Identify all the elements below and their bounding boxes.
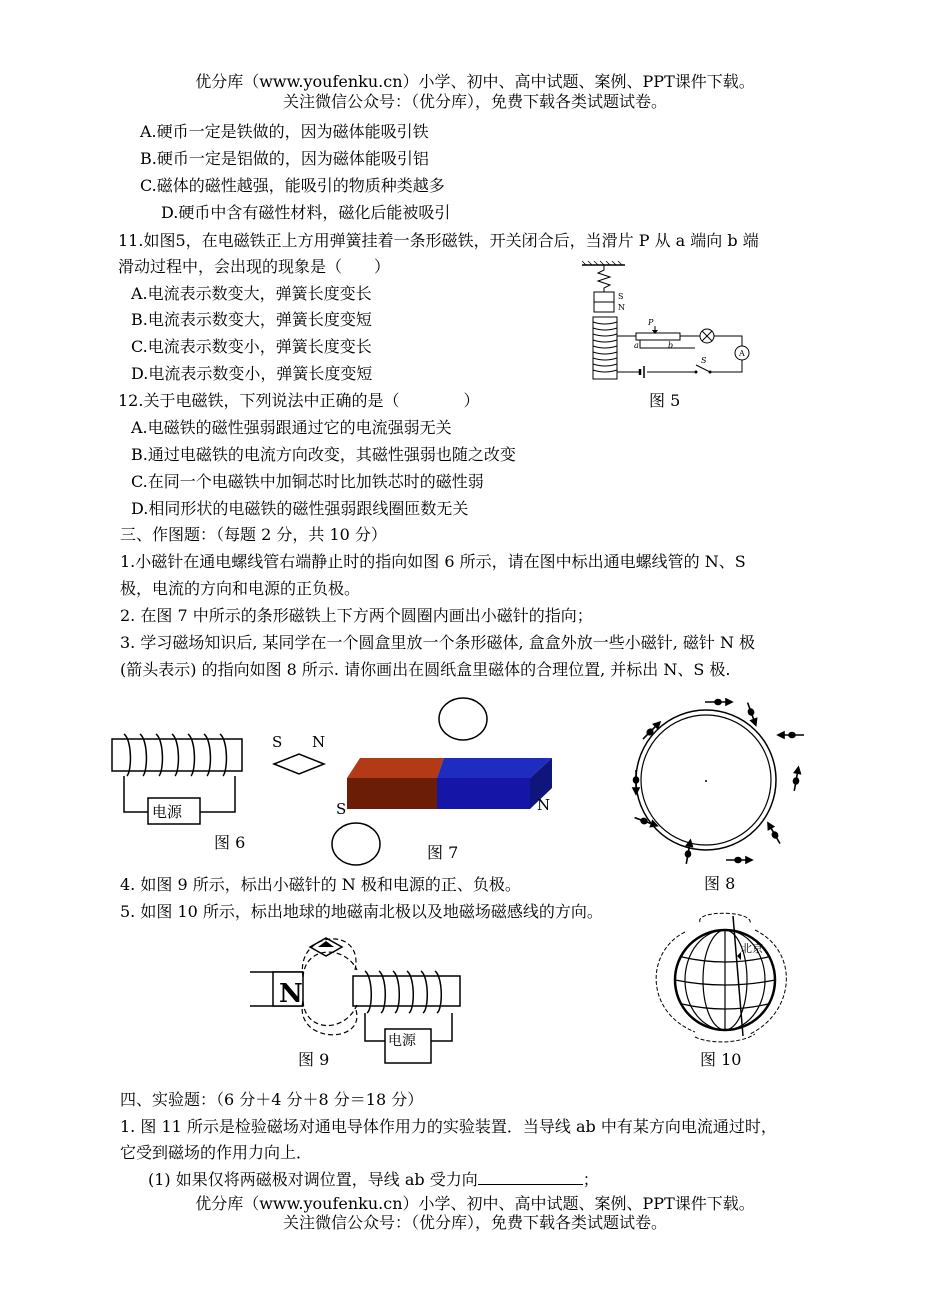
footer-line-1: 优分库（www.youfenku.cn）小学、初中、高中试题、案例、PPT课件下载。	[195, 1194, 755, 1213]
footer-line-2: 关注微信公众号：（优分库），免费下载各类试题试卷。	[282, 1213, 667, 1232]
fig5-p-label: P	[648, 318, 654, 327]
s3-q1-line-1: 1.小磁针在通电螺线管右端静止时的指向如图 6 所示，请在图中标出通电螺线管的 N、S	[120, 552, 746, 571]
q10-option-a: A.硬币一定是铁做的，因为磁体能吸引铁	[140, 122, 429, 141]
q11-option-b: B.电流表示数变大，弹簧长度变短	[131, 310, 372, 329]
fig5-n-label: N	[618, 303, 625, 312]
figure-10-caption: 图 10	[700, 1050, 742, 1069]
fig6-compass-needle	[270, 732, 330, 777]
figure-6	[110, 730, 270, 840]
fig6-needle-s: S	[272, 733, 283, 751]
header-line-1: 优分库（www.youfenku.cn）小学、初中、高中试题、案例、PPT课件下载。	[195, 72, 755, 91]
figure-5-caption: 图 5	[649, 391, 681, 410]
figure-10	[655, 912, 795, 1042]
s4-q1-line-1: 1. 图 11 所示是检验磁场对通电导体作用力的实验装置．当导线 ab 中有某方向电流通过时，	[120, 1117, 777, 1136]
q11-option-c: C.电流表示数变小，弹簧长度变长	[131, 337, 372, 356]
q10-option-b: B.硬币一定是铝做的，因为磁体能吸引铝	[140, 149, 429, 168]
figure-9	[245, 925, 470, 1070]
section-3-title: 三、作图题：（每题 2 分，共 10 分）	[120, 525, 387, 544]
fig5-b-label: b	[668, 341, 674, 350]
s3-q2: 2. 在图 7 中所示的条形磁铁上下方两个圆圈内画出小磁针的指向；	[120, 606, 593, 625]
s3-q3-line-2: (箭头表示) 的指向如图 8 所示. 请你画出在圆纸盒里磁体的合理位置, 并标出 N、S 极.	[120, 660, 731, 679]
fig7-s-label: S	[336, 800, 347, 818]
q12-stem: 12.关于电磁铁，下列说法中正确的是（ ）	[118, 391, 480, 410]
s4-q1-sub1-text: (1) 如果仅将两磁极对调位置，导线 ab 受力向	[148, 1170, 478, 1189]
answer-blank[interactable]	[478, 1170, 583, 1185]
fig5-a-label: a	[634, 341, 639, 350]
figure-9-caption: 图 9	[298, 1050, 330, 1069]
s3-q4: 4. 如图 9 所示，标出小磁针的 N 极和电源的正、负极。	[120, 875, 521, 894]
fig5-switch-label: S	[701, 356, 707, 365]
q11-stem-line-1: 11.如图5，在电磁铁正上方用弹簧挂着一条形磁铁，开关闭合后，当滑片 P 从 a 端向 b 端	[118, 231, 759, 250]
section-4-title: 四、实验题：（6 分＋4 分＋8 分＝18 分）	[120, 1090, 424, 1109]
fig9-power-label: 电源	[388, 1033, 416, 1049]
fig9-magnet-n: N	[279, 979, 303, 1009]
q10-option-d: D.硬币中含有磁性材料，磁化后能被吸引	[161, 203, 451, 222]
figure-7-caption: 图 7	[427, 843, 459, 862]
figure-6-caption: 图 6	[214, 833, 246, 852]
s3-q5: 5. 如图 10 所示，标出地球的地磁南北极以及地磁场磁感线的方向。	[120, 902, 603, 921]
header-line-2: 关注微信公众号：（优分库），免费下载各类试题试卷。	[282, 92, 667, 111]
fig5-s-label: S	[618, 292, 624, 301]
q12-option-c: C.在同一个电磁铁中加铜芯时比加铁芯时的磁性弱	[131, 472, 484, 491]
q12-option-d: D.相同形状的电磁铁的磁性强弱跟线圈匝数无关	[131, 499, 469, 518]
s3-q1-line-2: 极，电流的方向和电源的正负极。	[120, 579, 361, 598]
fig10-city-label: 北京	[741, 942, 763, 955]
q12-option-a: A.电磁铁的磁性强弱跟通过它的电流强弱无关	[131, 418, 452, 437]
figure-8	[620, 690, 820, 870]
fig6-needle-n: N	[312, 733, 326, 751]
q11-option-a: A.电流表示数变大，弹簧长度变长	[131, 284, 372, 303]
s4-q1-line-2: 它受到磁场的作用力向上．	[120, 1143, 313, 1162]
fig5-ammeter-label: A	[739, 349, 745, 358]
figure-8-caption: 图 8	[704, 874, 736, 893]
s4-q1-sub1-end: ；	[582, 1170, 599, 1189]
q11-stem-line-2: 滑动过程中，会出现的现象是（ ）	[118, 257, 391, 276]
s4-q1-sub1	[148, 1170, 599, 1190]
figure-5	[580, 262, 760, 382]
s3-q3-line-1: 3. 学习磁场知识后, 某同学在一个圆盒里放一个条形磁体, 盒盒外放一些小磁针, 磁针 N 极	[120, 633, 756, 652]
fig7-n-label: N	[537, 796, 551, 814]
q10-option-c: C.磁体的磁性越强，能吸引的物质种类越多	[140, 176, 445, 195]
q12-option-b: B.通过电磁铁的电流方向改变，其磁性强弱也随之改变	[131, 445, 516, 464]
fig6-power-label: 电源	[152, 803, 183, 821]
q11-option-d: D.电流表示数变小，弹簧长度变短	[131, 364, 373, 383]
